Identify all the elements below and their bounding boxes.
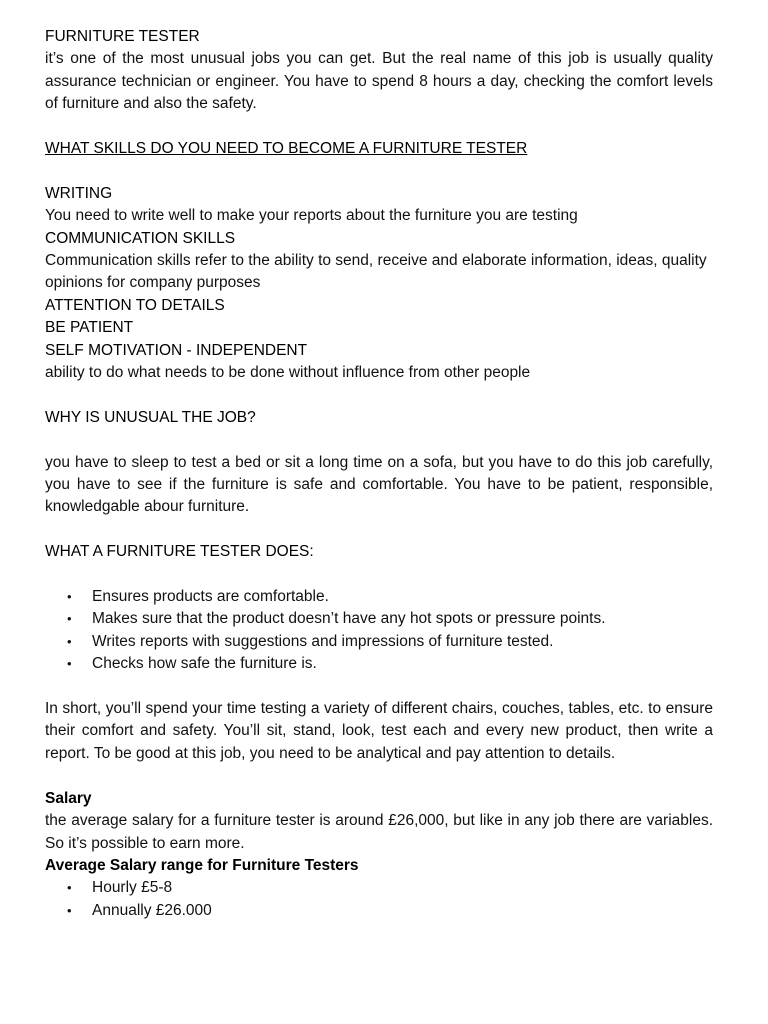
- salary-paragraph: the average salary for a furniture tester is around £26,000, but like in any job there are variables. So it’s possible to earn more.: [45, 812, 713, 852]
- bullet-icon: •: [67, 656, 72, 672]
- skill-desc-communication: Communication skills refer to the ability to send, receive and elaborate information, ideas, quality opinions for company purposes: [45, 252, 707, 292]
- skill-name-patient: BE PATIENT: [45, 319, 134, 337]
- intro-paragraph: it’s one of the most unusual jobs you can get. But the real name of this job is usually quality assurance technician or engineer. You have to spend 8 hours a day, checking the comfort levels of furniture and also the safety.: [45, 50, 713, 113]
- bullet-icon: •: [67, 589, 72, 605]
- skill-desc-self-motivation: ability to do what needs to be done without influence from other people: [45, 364, 531, 382]
- document-title: FURNITURE TESTER: [45, 28, 200, 45]
- skills-heading: WHAT SKILLS DO YOU NEED TO BECOME A FURNITURE TESTER: [45, 140, 528, 158]
- skill-name-communication: COMMUNICATION SKILLS: [45, 229, 236, 247]
- list-item: • Hourly £5-8: [45, 877, 713, 899]
- skill-name-self-motivation: SELF MOTIVATION - INDEPENDENT: [45, 341, 308, 359]
- does-heading: WHAT A FURNITURE TESTER DOES:: [45, 543, 314, 561]
- bullet-icon: •: [67, 633, 72, 649]
- document-page: [45, 26, 713, 922]
- bullet-icon: •: [67, 611, 72, 627]
- salary-heading: Salary: [45, 789, 92, 807]
- skill-name-attention: ATTENTION TO DETAILS: [45, 296, 225, 314]
- does-list: [45, 586, 713, 676]
- salary-list: [45, 877, 713, 922]
- summary-paragraph: In short, you’ll spend your time testing a variety of different chairs, couches, tables, etc. to ensure their comfort and safety. You’ll sit, stand, look, test each and every new product, then write a report. To be good at this job, you need to be analytical and pay attention to details.: [45, 700, 713, 762]
- list-item: • Ensures products are comfortable.: [45, 586, 713, 608]
- why-heading: WHY IS UNUSUAL THE JOB?: [45, 408, 256, 426]
- list-item: • Annually £26.000: [45, 900, 713, 922]
- bullet-icon: •: [67, 902, 72, 918]
- why-paragraph: you have to sleep to test a bed or sit a long time on a sofa, but you have to do this job carefully, you have to see if the furniture is safe and comfortable. You have to be patient, responsible, knowledgable abour furniture.: [45, 453, 713, 516]
- skill-name-writing: WRITING: [45, 184, 113, 202]
- list-item: • Makes sure that the product doesn’t have any hot spots or pressure points.: [45, 608, 713, 630]
- list-item: • Writes reports with suggestions and impressions of furniture tested.: [45, 631, 713, 653]
- list-item: • Checks how safe the furniture is.: [45, 653, 713, 675]
- salary-range-heading: Average Salary range for Furniture Testers: [45, 856, 359, 874]
- bullet-icon: •: [67, 880, 72, 896]
- skill-desc-writing: You need to write well to make your reports about the furniture you are testing: [45, 207, 578, 225]
